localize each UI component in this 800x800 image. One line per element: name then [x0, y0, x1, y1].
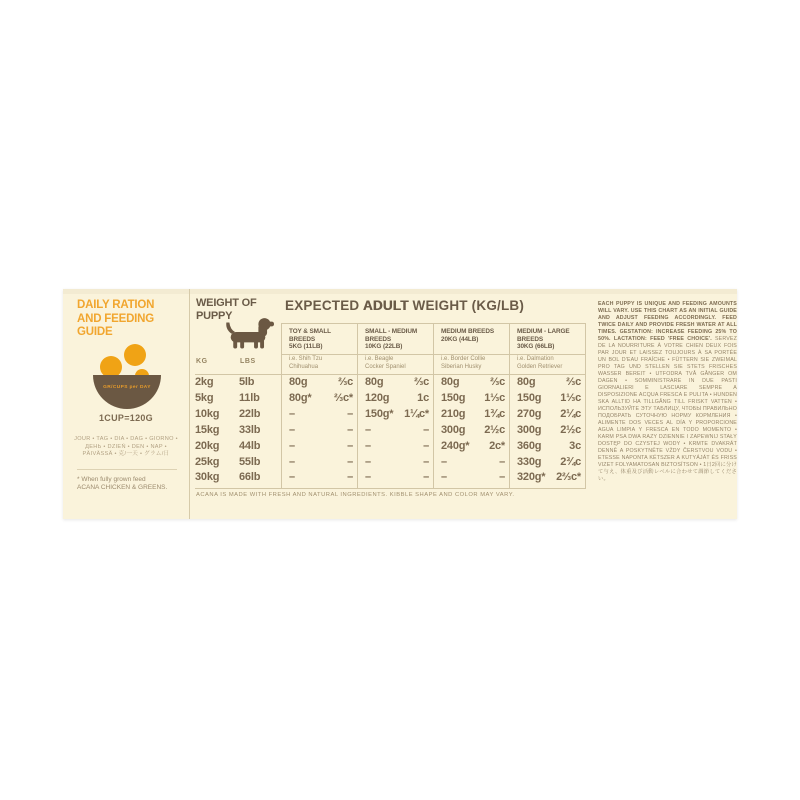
table-cell: 320g* — [517, 471, 546, 484]
table-cell: 330g — [517, 455, 542, 468]
table-footnote: ACANA IS MADE WITH FRESH AND NATURAL INGREDIENTS. KIBBLE SHAPE AND COLOR MAY VARY. — [196, 492, 515, 498]
bowl-label: GR/CUPS per DAY — [103, 385, 151, 390]
table-cell: 11lb — [239, 391, 260, 404]
footnote-line: * When fully grown feed — [77, 476, 146, 483]
table-cell: – — [365, 439, 371, 452]
table-cell: 120g — [365, 391, 390, 404]
sidebar — [63, 289, 190, 519]
day-multilingual-words: JOUR • TAG • DIA • DAG • GIORNO • ДЕНЬ • DZIEŃ • DEN • NAP • PÄIVÄSSÄ • 克/一天 • グラム/日 — [74, 436, 178, 458]
table-cell: – — [347, 423, 353, 436]
table-cell: 240g* — [441, 439, 470, 452]
expected-adult-weight-title — [285, 298, 524, 313]
kg-header: KG — [196, 358, 208, 365]
table-row — [195, 470, 585, 486]
table-cell: 20kg — [195, 439, 220, 452]
table-cell: – — [347, 407, 353, 420]
column-divider — [585, 323, 586, 489]
table-cell: – — [423, 423, 429, 436]
table-cell: – — [423, 439, 429, 452]
feeding-table — [195, 289, 585, 519]
footer-rule — [195, 488, 585, 489]
table-cell: ⅔c — [566, 376, 581, 388]
table-cell: 360g — [517, 439, 542, 452]
table-cell: – — [289, 471, 295, 484]
table-cell: 80g — [441, 376, 460, 388]
table-cell: – — [289, 423, 295, 436]
table-cell: – — [441, 455, 447, 468]
table-cell: 2kg — [195, 376, 214, 388]
lbs-header: LBS — [240, 358, 256, 365]
feeding-notes — [598, 301, 737, 483]
breed-column-header: MEDIUM - LARGE BREEDS 30KG (66LB) — [517, 328, 570, 351]
table-cell: 80g — [289, 376, 308, 388]
table-cell: 2¼c — [560, 407, 581, 420]
table-cell: 80g* — [289, 391, 312, 404]
table-cell: 270g — [517, 407, 542, 420]
table-cell: – — [499, 471, 505, 484]
table-cell: 1⅓c — [484, 391, 505, 404]
table-cell: 30kg — [195, 471, 220, 484]
table-cell: 15kg — [195, 423, 220, 436]
table-cell: – — [365, 423, 371, 436]
table-cell: 33lb — [239, 423, 261, 436]
table-cell: 2c* — [489, 439, 505, 452]
table-cell: – — [347, 455, 353, 468]
title-part: EXPECTED — [285, 298, 363, 313]
table-cell: – — [423, 471, 429, 484]
table-cell: 10kg — [195, 407, 220, 420]
breed-example: i.e. Shih Tzu Chihuahua — [289, 356, 323, 370]
breed-column-header: SMALL - MEDIUM BREEDS 10KG (22LB) — [365, 328, 418, 351]
table-cell: 2½c — [484, 423, 505, 436]
table-cell: 1¼c* — [404, 407, 429, 420]
title-part: WEIGHT (KG/LB) — [408, 298, 525, 313]
sidebar-divider — [77, 469, 177, 470]
kibble-bowl-icon — [93, 343, 161, 409]
table-cell: 2½c — [560, 423, 581, 436]
table-cell: 80g — [365, 376, 384, 388]
footnote-line: ACANA CHICKEN & GREENS. — [77, 484, 168, 492]
dachshund-icon — [222, 313, 274, 351]
bowl-icon — [93, 375, 161, 409]
table-cell: – — [441, 471, 447, 484]
table-cell: ⅔c* — [334, 391, 353, 404]
table-cell: 1¾c — [484, 407, 505, 420]
table-cell: ⅔c — [414, 376, 429, 388]
breed-example: i.e. Beagle Cocker Spaniel — [365, 356, 406, 370]
table-cell: – — [499, 455, 505, 468]
breed-example: i.e. Dalmation Golden Retriever — [517, 356, 563, 370]
table-cell: 44lb — [239, 439, 261, 452]
table-row — [195, 407, 585, 423]
title-part-bold: ADULT — [362, 298, 409, 313]
table-cell: 25kg — [195, 455, 220, 468]
table-cell: 2⅔c* — [556, 471, 581, 484]
breed-column-header: TOY & SMALL BREEDS 5KG (11LB) — [289, 328, 331, 351]
asterisk-footnote — [77, 476, 185, 492]
table-cell: – — [289, 407, 295, 420]
weight-of-puppy-label: WEIGHT OF PUPPY — [196, 297, 257, 322]
table-cell: – — [365, 471, 371, 484]
table-cell: 5lb — [239, 376, 255, 388]
table-cell: 150g — [441, 391, 466, 404]
table-cell: 150g* — [365, 407, 394, 420]
table-cell: 80g — [517, 376, 536, 388]
kibble-dot-icon — [124, 344, 146, 366]
feeding-guide-panel — [63, 289, 737, 519]
daily-ration-title: DAILY RATION AND FEEDING GUIDE — [77, 299, 155, 338]
table-row — [195, 455, 585, 471]
table-cell: – — [365, 455, 371, 468]
table-cell: 1c — [417, 391, 429, 404]
table-cell: 300g — [441, 423, 466, 436]
feeding-notes-multilingual: SERVEZ DE LA NOURRITURE À VOTRE CHIEN DEUX FOIS PAR JOUR ET LAISSEZ TOUJOURS À SA PORTÉE UN BOL D'EAU FRAÎCHE • FÜTTERN SIE ZWEIMAL PRO TAG UND STELLEN SIE STETS FRISCHES WASSER BEREIT • UTFODRA TVÅ GÅNGER OM DAGEN • SOMMINISTRARE IN DUE PASTI GIORNALIERI E LASCIARE SEMPRE A DISPOSIZIONE ACQUA FRESCA E PULITA • HUNDEN SKA ALLTID HA TILLGÅNG TILL FRISKT VATTEN • ИСПОЛЬЗУЙТЕ ЭТУ ТАБЛИЦУ, ЧТОБЫ ПРАВИЛЬНО ПОДОБРАТЬ СУТОЧНУЮ НОРМУ КОРМЛЕНИЯ • ALIMENTE DOS VECES AL DÍA Y PROPORCIONE AGUA LIMPIA Y FRESCA EN TODO MOMENTO • KARM PSA DWA RAZY DZIENNIE I ZAPEWNIJ STAŁY DOSTĘP DO CZYSTEJ WODY • KRMTE DVAKRÁT DENNĚ A POSKYTNĚTE VŽDY ČERSTVOU VODU • ETESSE NAPONTA KÉTSZER A KUTYÁJÁT ÉS FRISS VIZET FOLYAMATOSAN BIZTOSÍTSON • 1日2回に分けて与え、体重及び活動レベルに合わせて調節してください。 — [598, 336, 737, 482]
table-cell: – — [347, 471, 353, 484]
table-cell: 55lb — [239, 455, 261, 468]
table-cell: 2¾c — [560, 455, 581, 468]
table-cell: 66lb — [239, 471, 261, 484]
table-row — [195, 423, 585, 439]
breed-example: i.e. Border Collie Siberian Husky — [441, 356, 486, 370]
table-row — [195, 439, 585, 455]
table-cell: 5kg — [195, 391, 214, 404]
cup-conversion-note: 1CUP=120G — [99, 413, 153, 423]
table-cell: – — [289, 455, 295, 468]
table-cell: 22lb — [239, 407, 261, 420]
breed-column-header: MEDIUM BREEDS 20KG (44LB) — [441, 328, 495, 343]
table-cell: 1⅓c — [560, 391, 581, 404]
table-row — [195, 391, 585, 407]
table-cell: – — [289, 439, 295, 452]
table-cell: ⅔c — [338, 376, 353, 388]
feeding-notes-english: EACH PUPPY IS UNIQUE AND FEEDING AMOUNTS WILL VARY. USE THIS CHART AS AN INITIAL GUIDE AND ADJUST FEEDING ACCORDINGLY. FEED TWICE DAILY AND PROVIDE FRESH WATER AT ALL TIMES. GESTATION: INCREASE FEEDING 25% TO 50%. LACTATION: FEED 'FREE CHOICE'. — [598, 301, 737, 342]
table-cell: 150g — [517, 391, 542, 404]
table-cell: 3c — [569, 439, 581, 452]
table-cell: ⅔c — [490, 376, 505, 388]
table-cell: 300g — [517, 423, 542, 436]
table-cell: – — [347, 439, 353, 452]
table-cell: – — [423, 455, 429, 468]
table-cell: 210g — [441, 407, 466, 420]
table-row — [195, 375, 585, 391]
